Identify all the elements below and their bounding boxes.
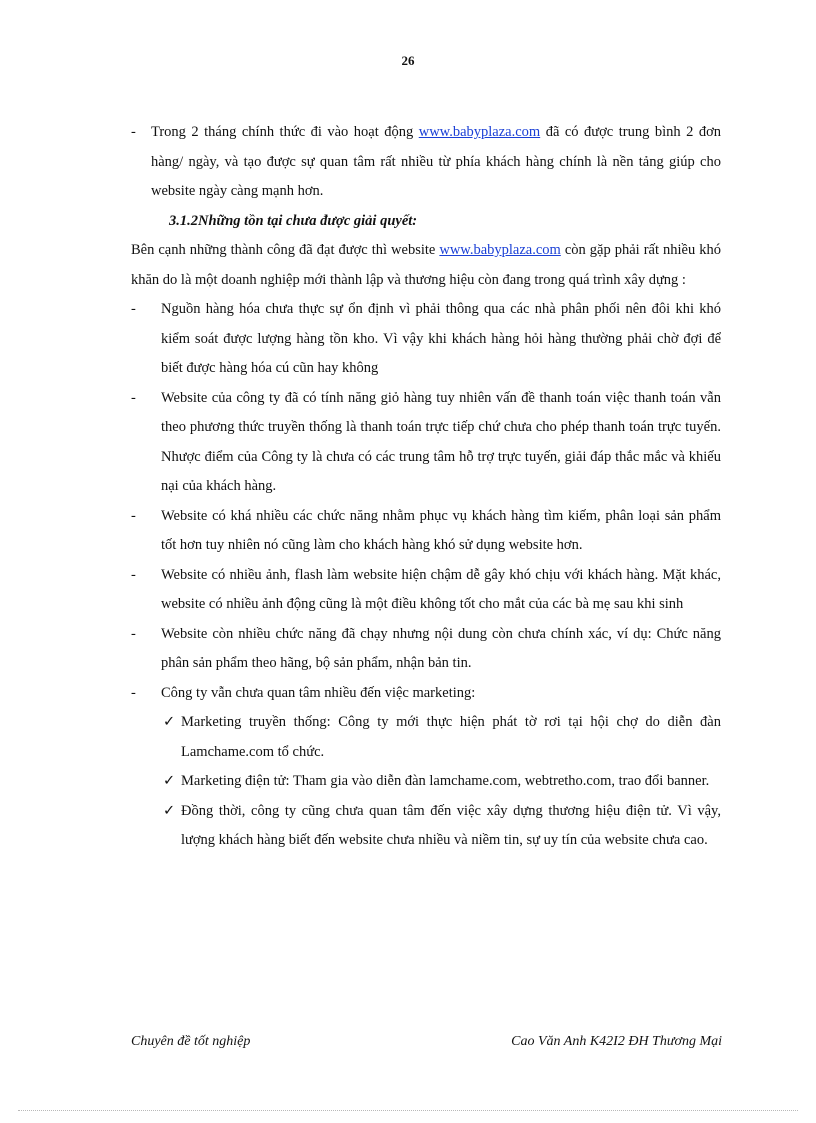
intro-paragraph xyxy=(131,236,721,295)
page-content xyxy=(131,118,721,856)
issue-item xyxy=(131,620,721,679)
issue-text: Website của công ty đã có tính năng giỏ hàng tuy nhiên vấn đề thanh toán việc thanh toán vẫn theo phương thức truyền thống là thanh toán trực tiếp chứ chưa cho phép thanh toán trực tuyến. Nhược điểm của Công ty là chưa có các trung tâm hỗ trợ trực tuyến, giải đáp thắc mắc và khiếu nại của khách hàng. xyxy=(161,389,721,494)
checklist-item xyxy=(133,797,721,856)
checkmark-icon: ✓ xyxy=(163,773,176,789)
dash-marker: - xyxy=(131,684,136,701)
page-bottom-divider xyxy=(18,1110,798,1111)
dash-marker: - xyxy=(131,389,136,406)
dash-marker: - xyxy=(131,625,136,642)
dash-marker: - xyxy=(131,566,136,583)
checkmark-icon: ✓ xyxy=(163,714,176,730)
page-number: 26 xyxy=(401,53,415,68)
babyplaza-link[interactable]: www.babyplaza.com xyxy=(418,124,541,140)
intro-text-after: đã có được trung bình 2 đơn hàng/ ngày, và tạo được sự quan tâm rất nhiều từ phía khách hàng chính là nền tảng giúp cho website ngày càng mạnh hơn. xyxy=(151,124,721,199)
dash-marker: - xyxy=(131,301,136,317)
marketing-checklist xyxy=(131,708,721,856)
issue-text: Website có nhiều ảnh, flash làm website hiện chậm dễ gây khó chịu với khách hàng. Mặt khác, website có nhiều ảnh động cũng là một điều không tốt cho mắt của các bà mẹ sau khi sinh xyxy=(161,566,721,612)
section-heading: 3.1.2Những tồn tại chưa được giải quyết: xyxy=(169,212,418,229)
intro-bullet xyxy=(131,118,721,207)
babyplaza-link-2[interactable]: www.babyplaza.com xyxy=(439,242,561,258)
issue-item xyxy=(131,502,721,561)
issues-list xyxy=(131,295,721,708)
issue-item xyxy=(131,295,721,384)
intro-bullet-text xyxy=(151,118,721,207)
issue-item xyxy=(131,679,721,709)
footer-left: Chuyên đề tốt nghiệp xyxy=(131,1034,251,1049)
footer-right: Cao Văn Anh K42I2 ĐH Thương Mại xyxy=(511,1034,722,1049)
issue-item xyxy=(131,384,721,502)
issue-text: Website có khá nhiều các chức năng nhằm phục vụ khách hàng tìm kiếm, phân loại sản phẩm tốt hơn tuy nhiên nó cũng làm cho khách hàng khó sử dụng website hơn. xyxy=(161,507,721,553)
paragraph-text-after: còn gặp phải rất nhiều khó khăn do là một doanh nghiệp mới thành lập và thương hiệu còn đang trong quá trình xây dựng : xyxy=(131,242,722,288)
checklist-item xyxy=(133,708,721,767)
checklist-text: Đồng thời, công ty cũng chưa quan tâm đến việc xây dựng thương hiệu điện tử. Vì vậy, lượng khách hàng biết đến website chưa nhiều và niềm tin, sự uy tín của website chưa cao. xyxy=(181,802,721,848)
issue-text: Website còn nhiều chức năng đã chạy nhưng nội dung còn chưa chính xác, ví dụ: Chức năng phân sản phẩm theo hãng, bộ sản phẩm, nhận bản tin. xyxy=(161,625,721,671)
dash-marker: - xyxy=(131,124,136,140)
intro-text-before: Trong 2 tháng chính thức đi vào hoạt động xyxy=(151,124,419,140)
checklist-text: Marketing truyền thống: Công ty mới thực hiện phát tờ rơi tại hội chợ do diễn đàn Lamchame.com tổ chức. xyxy=(181,714,721,760)
issue-text: Công ty vẫn chưa quan tâm nhiều đến việc marketing: xyxy=(161,684,476,701)
issue-item xyxy=(131,561,721,620)
checklist-text: Marketing điện tử: Tham gia vào diễn đàn lamchame.com, webtretho.com, trao đổi banner. xyxy=(181,773,710,789)
checklist-item xyxy=(133,767,721,797)
dash-marker: - xyxy=(131,507,136,524)
checkmark-icon: ✓ xyxy=(163,802,176,819)
paragraph-text-before: Bên cạnh những thành công đã đạt được thì website xyxy=(131,242,440,258)
issue-text: Nguồn hàng hóa chưa thực sự ổn định vì phải thông qua các nhà phân phối nên đôi khi khó kiểm soát được lượng hàng tồn kho. Vì vậy khi khách hàng hỏi hàng thường phải chờ đợi để biết được hàng hóa cú cũn hay không xyxy=(161,301,721,376)
